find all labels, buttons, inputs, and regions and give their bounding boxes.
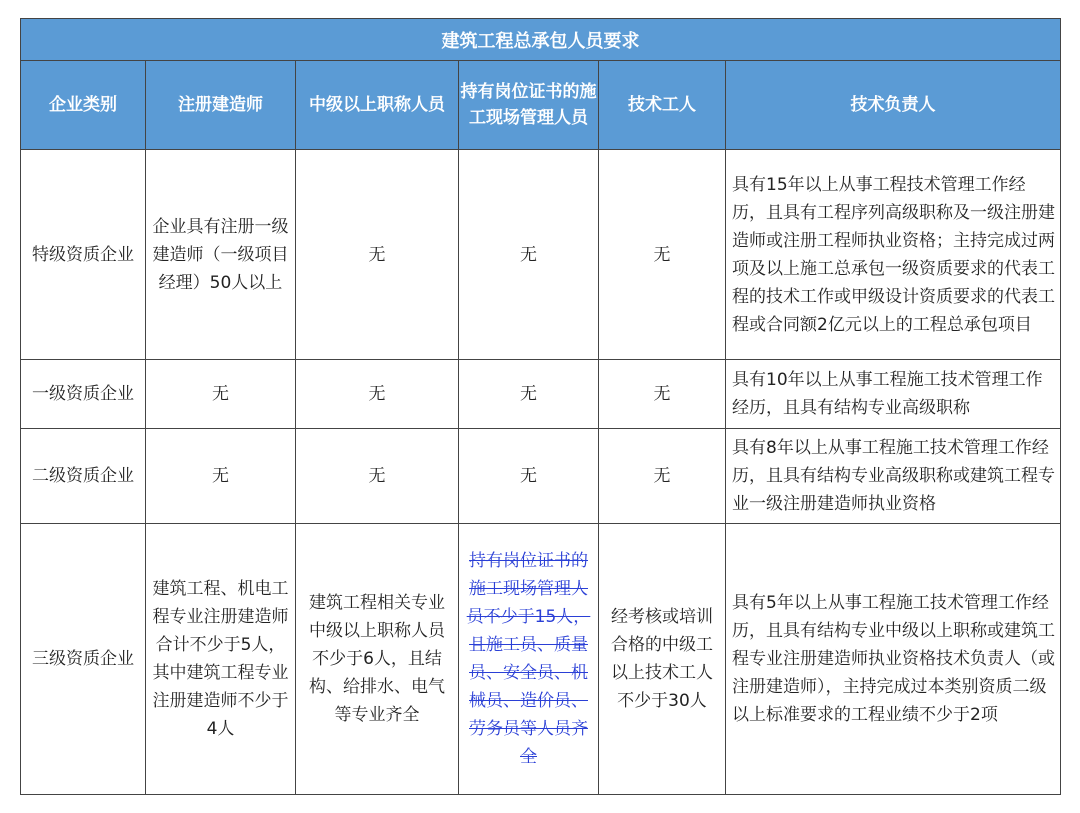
site-managers-cell: 无 [459,429,599,524]
category-cell: 三级资质企业 [21,524,146,795]
requirements-table [20,18,1061,795]
skilled-workers-cell: 无 [599,150,726,360]
header-skilled-workers: 技术工人 [599,61,726,150]
skilled-workers-cell: 经考核或培训合格的中级工以上技术工人不少于30人 [599,524,726,795]
table-title: 建筑工程总承包人员要求 [21,19,1061,61]
mid-title-staff-cell: 建筑工程相关专业中级以上职称人员不少于6人，且结构、给排水、电气等专业齐全 [296,524,459,795]
skilled-workers-cell: 无 [599,360,726,429]
technical-lead-cell: 具有8年以上从事工程施工技术管理工作经历，且具有结构专业高级职称或建筑工程专业一级注册建造师执业资格 [726,429,1061,524]
technical-lead-cell: 具有15年以上从事工程技术管理工作经历，且具有工程序列高级职称及一级注册建造师或注册工程师执业资格；主持完成过两项及以上施工总承包一级资质要求的代表工程的技术工作或甲级设计资质要求的代表工程或合同额2亿元以上的工程总承包项目 [726,150,1061,360]
header-row [21,61,1061,150]
technical-lead-cell: 具有10年以上从事工程施工技术管理工作经历，且具有结构专业高级职称 [726,360,1061,429]
table-row [21,429,1061,524]
mid-title-staff-cell: 无 [296,150,459,360]
site-managers-cell: 无 [459,360,599,429]
site-managers-cell [459,524,599,795]
header-site-managers: 持有岗位证书的施工现场管理人员 [459,61,599,150]
registered-builder-cell: 无 [146,360,296,429]
registered-builder-cell: 无 [146,429,296,524]
registered-builder-cell: 建筑工程、机电工程专业注册建造师合计不少于5人，其中建筑工程专业注册建造师不少于4人 [146,524,296,795]
mid-title-staff-cell: 无 [296,360,459,429]
category-cell: 一级资质企业 [21,360,146,429]
skilled-workers-cell: 无 [599,429,726,524]
mid-title-staff-cell: 无 [296,429,459,524]
header-registered-builder: 注册建造师 [146,61,296,150]
technical-lead-cell: 具有5年以上从事工程施工技术管理工作经历，且具有结构专业中级以上职称或建筑工程专业注册建造师执业资格技术负责人（或注册建造师），主持完成过本类别资质二级以上标准要求的工程业绩不少于2项 [726,524,1061,795]
category-cell: 二级资质企业 [21,429,146,524]
registered-builder-cell: 企业具有注册一级建造师（一级项目经理）50人以上 [146,150,296,360]
table-row [21,150,1061,360]
struck-site-managers-text: 持有岗位证书的施工现场管理人员不少于15人，且施工员、质量员、安全员、机械员、造价员、劳务员等人员齐全 [466,551,591,767]
header-mid-title-staff: 中级以上职称人员 [296,61,459,150]
category-cell: 特级资质企业 [21,150,146,360]
header-technical-lead: 技术负责人 [726,61,1061,150]
site-managers-cell: 无 [459,150,599,360]
table-row [21,360,1061,429]
header-category: 企业类别 [21,61,146,150]
table-row [21,524,1061,795]
